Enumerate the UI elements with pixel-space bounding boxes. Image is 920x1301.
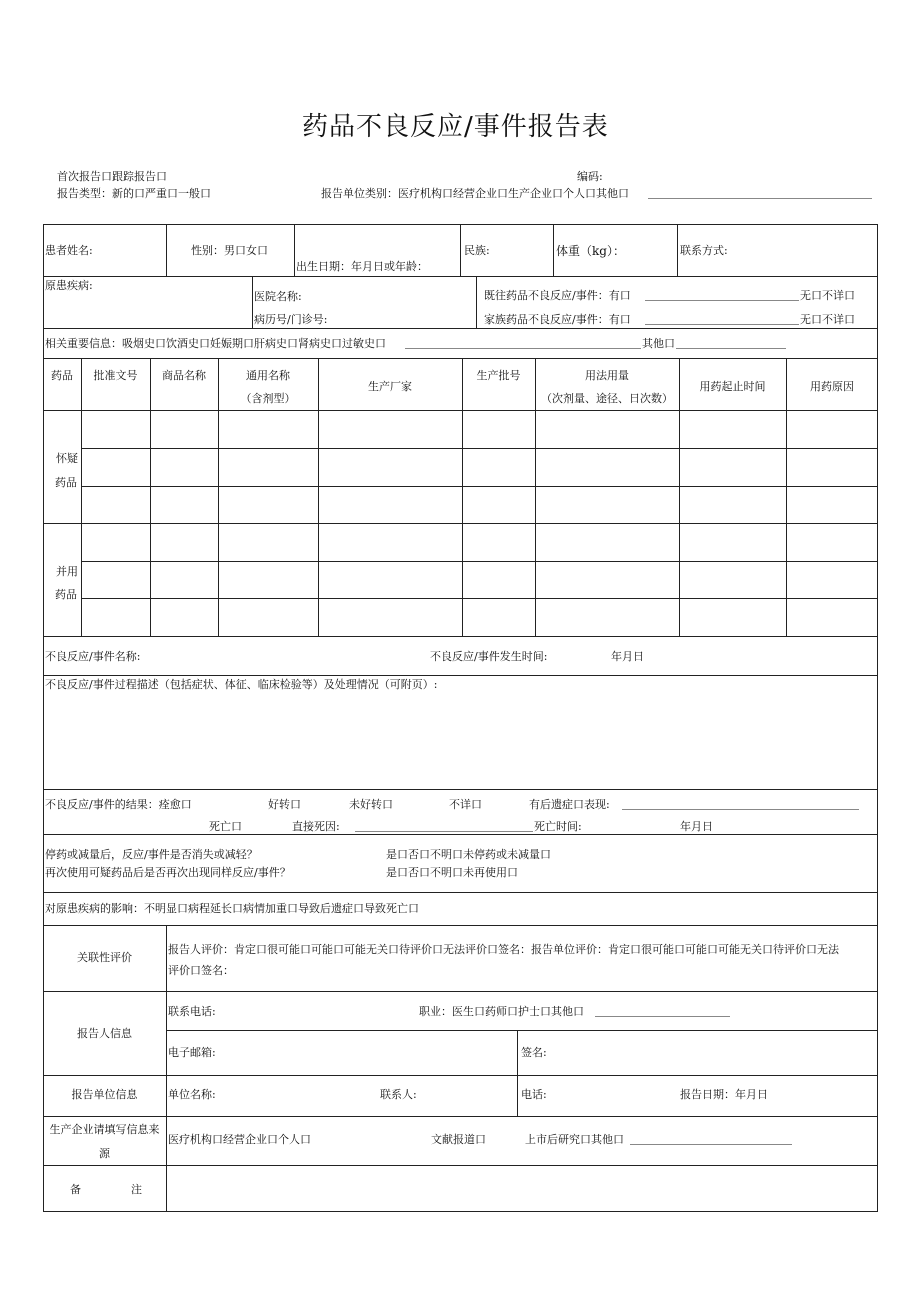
patient-ethnicity-label[interactable]: 民族:	[464, 244, 490, 257]
event-name-label[interactable]: 不良反应/事件名称:	[45, 650, 141, 663]
patient-name-label[interactable]: 患者姓名:	[45, 244, 93, 257]
outcome-not-improved[interactable]: 未好转口	[349, 798, 393, 811]
disease-label[interactable]: 原患疾病:	[45, 279, 93, 292]
unit-phone-label[interactable]: 电话:	[521, 1088, 547, 1101]
record-number-label[interactable]: 病历号/门诊号:	[254, 313, 328, 326]
unit-other-line[interactable]	[648, 198, 872, 199]
event-time-label[interactable]: 不良反应/事件发生时间:	[430, 650, 548, 663]
patient-birth-label[interactable]: 出生日期：年月日或年龄：	[296, 260, 428, 273]
col-reason: 用药原因	[810, 380, 854, 393]
event-date[interactable]: 年月日	[611, 650, 644, 663]
evaluation-label: 关联性评价	[77, 951, 132, 964]
important-info-label[interactable]: 相关重要信息：吸烟史口饮酒史口妊娠期口肝病史口肾病史口过敏史口	[45, 337, 386, 350]
event-process-label[interactable]: 不良反应/事件过程描述（包括症状、体征、临床检验等）及处理情况（可附页）:	[45, 678, 438, 691]
rechallenge-answer[interactable]: 是口否口不明口未再使用口	[386, 866, 518, 879]
family-adr-options[interactable]: 无口不详口	[800, 313, 855, 326]
col-usage-detail: （次剂量、途径、日次数）	[541, 392, 673, 405]
reporter-email-label[interactable]: 电子邮箱:	[168, 1046, 216, 1059]
outcome-improved[interactable]: 好转口	[268, 798, 301, 811]
unit-name-label[interactable]: 单位名称:	[168, 1088, 216, 1101]
reporter-label: 报告人信息	[77, 1027, 132, 1040]
col-trade-name: 商品名称	[162, 369, 206, 382]
unit-contact-label[interactable]: 联系人:	[380, 1088, 417, 1101]
rechallenge-question: 再次使用可疑药品后是否再次出现同样反应/事件？	[45, 866, 291, 879]
past-adr-label[interactable]: 既往药品不良反应/事件：有口	[484, 289, 631, 302]
outcome-unknown[interactable]: 不详口	[449, 798, 482, 811]
col-batch-number: 生产批号	[476, 369, 521, 382]
unit-label: 报告单位信息	[71, 1088, 138, 1101]
manufacturer-literature[interactable]: 文献报道口	[431, 1133, 486, 1146]
form-title: 药品不良反应/事件报告表	[302, 112, 609, 142]
evaluation-line-1[interactable]: 报告人评价：肯定口很可能口可能口可能无关口待评价口无法评价口签名：报告单位评价：肯定口很可能口可能口可能无关口待评价口无法	[168, 943, 839, 956]
code-label: 编码:	[577, 170, 603, 183]
col-manufacturer: 生产厂家	[368, 380, 412, 393]
dechallenge-answer[interactable]: 是口否口不明口未停药或未减量口	[386, 848, 551, 861]
col-period: 用药起止时间	[699, 380, 766, 393]
outcome-death-date[interactable]: 年月日	[680, 820, 713, 833]
concomitant-drug-label-1: 并用	[56, 565, 78, 578]
hospital-label[interactable]: 医院名称:	[254, 290, 302, 303]
patient-contact-label[interactable]: 联系方式:	[680, 244, 728, 257]
report-type: 报告类型：新的口严重口一般口	[57, 187, 211, 200]
remarks-label-1: 备	[70, 1183, 81, 1196]
outcome-death[interactable]: 死亡口	[209, 820, 242, 833]
unit-category: 报告单位类别：医疗机构口经营企业口生产企业口个人口其他口	[321, 187, 629, 200]
disease-impact[interactable]: 对原患疾病的影响：不明显口病程延长口病情加重口导致后遗症口导致死亡口	[45, 902, 419, 915]
manufacturer-postmarket[interactable]: 上市后研究口其他口	[525, 1133, 624, 1146]
evaluation-line-2[interactable]: 评价口签名：	[168, 964, 234, 977]
important-info-other[interactable]: 其他口	[642, 337, 675, 350]
manufacturer-label-2: 源	[99, 1147, 110, 1160]
patient-sex-label[interactable]: 性别：男口女口	[191, 244, 268, 257]
report-kind: 首次报告口跟踪报告口	[57, 170, 167, 183]
unit-report-date[interactable]: 报告日期：年月日	[680, 1088, 768, 1101]
col-usage: 用法用量	[585, 369, 629, 382]
manufacturer-label-1: 生产企业请填写信息来	[49, 1123, 160, 1136]
remarks-label-2: 注	[131, 1183, 142, 1196]
manufacturer-source[interactable]: 医疗机构口经营企业口个人口	[168, 1133, 311, 1146]
col-generic-name: 通用名称	[246, 369, 290, 382]
reporter-phone-label[interactable]: 联系电话:	[168, 1005, 216, 1018]
reporter-signature-label[interactable]: 签名:	[521, 1046, 547, 1059]
col-generic-dosage-form: （含剂型）	[240, 392, 296, 405]
family-adr-label[interactable]: 家族药品不良反应/事件：有口	[484, 313, 631, 326]
col-drug: 药品	[51, 369, 73, 382]
outcome-direct-cause[interactable]: 直接死因:	[292, 820, 340, 833]
suspect-drug-label-1: 怀疑	[56, 452, 78, 465]
concomitant-drug-label-2: 药品	[55, 588, 77, 601]
dechallenge-question: 停药或减量后，反应/事件是否消失或减轻？	[45, 848, 258, 861]
outcome-label[interactable]: 不良反应/事件的结果：痊愈口	[45, 798, 192, 811]
col-approval-number: 批准文号	[93, 369, 138, 382]
reporter-job-label[interactable]: 职业：医生口药师口护士口其他口	[419, 1005, 584, 1018]
patient-weight-label[interactable]: 体重（kg）：	[556, 244, 625, 258]
past-adr-options[interactable]: 无口不详口	[800, 289, 855, 302]
outcome-death-time[interactable]: 死亡时间:	[534, 820, 582, 833]
outcome-sequelae[interactable]: 有后遗症口表现:	[529, 798, 610, 811]
suspect-drug-label-2: 药品	[55, 476, 77, 489]
